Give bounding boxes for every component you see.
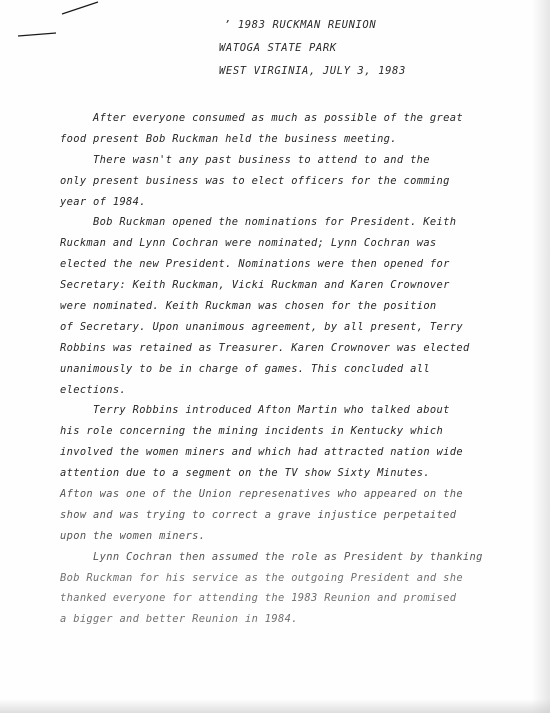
text-line: Secretary: Keith Ruckman, Vicki Ruckman and Karen Crownover [60, 279, 450, 292]
header-tick-mark: ’ [224, 19, 238, 31]
header-date: WEST VIRGINIA, JULY 3, 1983 [219, 65, 406, 77]
text-line: Bob Ruckman for his service as the outgoing President and she [60, 571, 463, 584]
paper-edge-shadow [532, 0, 550, 713]
text-line: thanked everyone for attending the 1983 Reunion and promised [60, 592, 457, 605]
text-line: Bob Ruckman opened the nominations for President. Keith [93, 216, 457, 229]
text-line: were nominated. Keith Ruckman was chosen for the position [60, 300, 437, 313]
header-title: ’ 1983 RUCKMAN REUNION [224, 19, 377, 31]
paper-bottom-shadow [0, 699, 550, 713]
text-line: involved the women miners and which had attracted nation wide [60, 446, 463, 459]
text-line: attention due to a segment on the TV show Sixty Minutes. [60, 467, 430, 480]
text-line: Afton was one of the Union represenatives who appeared on the [60, 488, 463, 501]
text-line: a bigger and better Reunion in 1984. [60, 613, 298, 626]
text-line: Ruckman and Lynn Cochran were nominated; Lynn Cochran was [60, 237, 437, 250]
text-line: elected the new President. Nominations were then opened for [60, 258, 450, 271]
text-line: upon the women miners. [60, 529, 206, 542]
text-line: his role concerning the mining incidents in Kentucky which [60, 425, 444, 438]
text-line: Terry Robbins introduced Afton Martin who talked about [93, 404, 450, 417]
text-line: There wasn't any past business to attend to and the [93, 153, 430, 166]
text-line: food present Bob Ruckman held the business meeting. [60, 132, 397, 145]
text-line: elections. [60, 383, 127, 396]
text-line: Robbins was retained as Treasurer. Karen Crownover was elected [60, 341, 470, 354]
meeting-minutes-body [60, 108, 550, 630]
text-line: unanimously to be in charge of games. This concluded all [60, 362, 430, 375]
text-line: After everyone consumed as much as possible of the great [93, 112, 463, 124]
text-line: year of 1984. [60, 195, 146, 208]
text-line: of Secretary. Upon unanimous agreement, by all present, Terry [60, 320, 463, 333]
text-line: Lynn Cochran then assumed the role as President by thanking [93, 550, 483, 563]
text-line: show and was trying to correct a grave injustice perpetaited [60, 508, 457, 521]
pen-mark-scribble [0, 0, 120, 50]
header-location: WATOGA STATE PARK [219, 42, 337, 54]
text-line: only present business was to elect officers for the comming [60, 174, 450, 187]
